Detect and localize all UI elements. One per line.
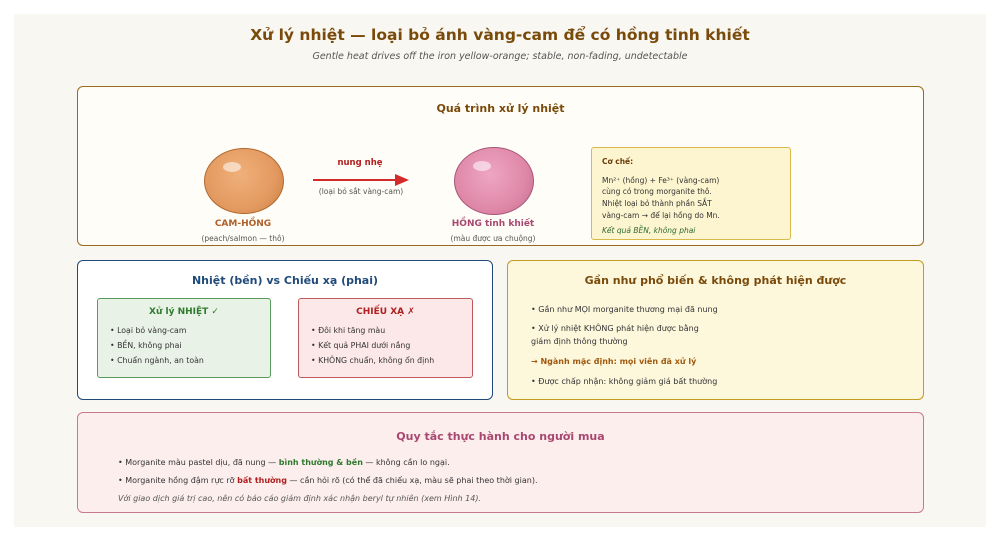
mechanism-line: Mn²⁺ (hồng) + Fe³⁺ (vàng-cam)	[602, 175, 720, 185]
before-label: CAM-HỒNG	[214, 219, 272, 229]
irradiation-item: • Kết quả PHAI dưới nắng	[311, 341, 411, 350]
mechanism-result: Kết quả BỀN, không phai	[602, 226, 696, 236]
irradiation-item: • KHÔNG chuẩn, không ổn định	[311, 356, 435, 365]
common-item: • Xử lý nhiệt KHÔNG phát hiện được bằng	[531, 324, 699, 333]
rule-text: — không cần lo ngại.	[362, 458, 450, 467]
before-sub: (peach/salmon — thô)	[201, 234, 285, 243]
irradiation-title: CHIẾU XẠ ✗	[356, 307, 415, 317]
orange-stone	[204, 148, 284, 214]
heat-title: Xử lý NHIỆT ✓	[149, 307, 219, 317]
rules-title: Quy tắc thực hành cho người mua	[396, 430, 605, 443]
common-item: • Gần như MỌI morganite thương mại đã nung	[531, 305, 718, 314]
common-title: Gần như phổ biến & không phát hiện được	[584, 274, 847, 287]
after-sub: (màu được ưa chuộng)	[450, 234, 536, 243]
process-title: Quá trình xử lý nhiệt	[436, 102, 565, 115]
mechanism-box	[591, 147, 791, 240]
pink-stone	[454, 147, 534, 215]
irradiation-item: • Đôi khi tăng màu	[311, 326, 386, 335]
arrow-sub: (loại bỏ sắt vàng-cam)	[318, 187, 404, 196]
rule-text: • Morganite màu pastel dịu, đã nung —	[118, 458, 279, 467]
arrow-label: nung nhẹ	[337, 158, 383, 168]
rule-line-1	[118, 458, 450, 467]
mechanism-title: Cơ chế:	[602, 157, 634, 166]
mechanism-line: Nhiệt loại bỏ thành phần SẮT	[602, 198, 712, 208]
comparison-title: Nhiệt (bền) vs Chiếu xạ (phai)	[191, 274, 379, 287]
after-label: HỒNG tinh khiết	[451, 219, 535, 229]
mechanism-line: vàng-cam → để lại hồng do Mn.	[602, 210, 720, 220]
heat-item: • BỀN, không phai	[110, 341, 182, 350]
rule-line-2	[118, 476, 537, 485]
rule-emphasis: bất thường	[237, 476, 287, 485]
irradiation-box	[298, 298, 473, 378]
page-subtitle: Gentle heat drives off the iron yellow-orange; stable, non-fading, undetectable	[312, 51, 688, 62]
mechanism-line: cùng có trong morganite thô.	[602, 187, 712, 197]
rule-emphasis: bình thường & bền	[278, 458, 363, 467]
heat-item: • Chuẩn ngành, an toàn	[110, 356, 204, 365]
common-default: → Ngành mặc định: mọi viên đã xử lý	[531, 357, 697, 366]
rule-note: Với giao dịch giá trị cao, nên có báo cáo giám định xác nhận beryl tự nhiên (xem Hình 14).	[118, 494, 481, 503]
heat-item: • Loại bỏ vàng-cam	[110, 326, 187, 335]
heat-treatment-box	[97, 298, 271, 378]
common-item: • Được chấp nhận: không giảm giá bất thường	[531, 377, 718, 386]
page-title: Xử lý nhiệt — loại bỏ ánh vàng-cam để có hồng tinh khiết	[250, 26, 750, 44]
rule-text: — cần hỏi rõ (có thể đã chiếu xạ, màu sẽ phai theo thời gian).	[286, 476, 538, 485]
rule-text: • Morganite hồng đậm rực rỡ	[118, 476, 238, 485]
process-arrow	[311, 172, 411, 188]
common-item: giám định thông thường	[531, 337, 628, 346]
